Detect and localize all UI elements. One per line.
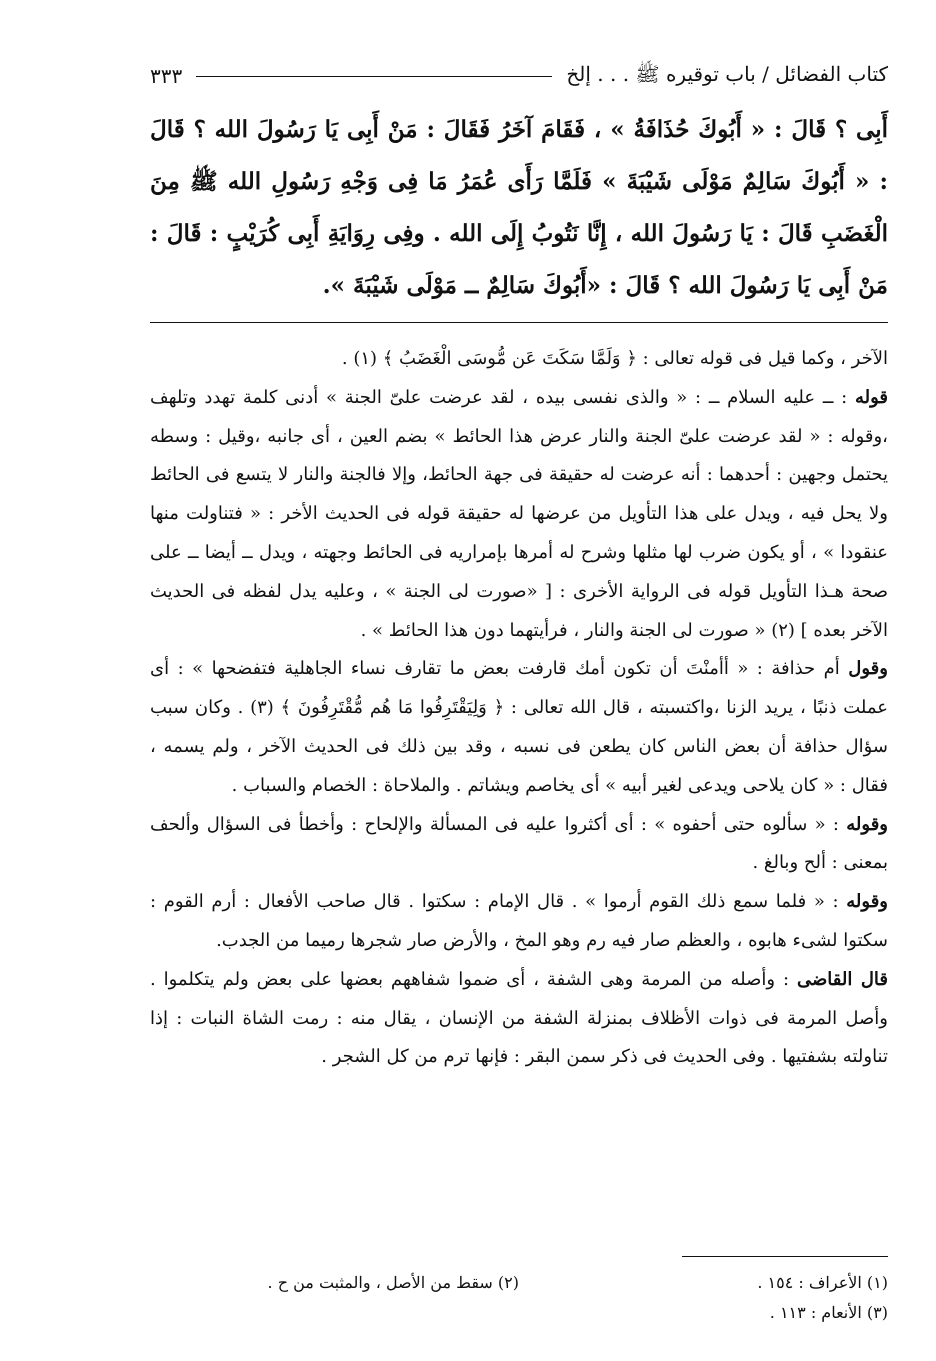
commentary [150, 340, 888, 1077]
commentary-paragraph [150, 806, 888, 884]
commentary-lead: وقوله [846, 813, 888, 835]
footnote-separator [682, 1256, 888, 1257]
header-title: كتاب الفضائل / باب توقيره ﷺ . . . إلخ [566, 61, 888, 86]
commentary-lead: وقول [848, 658, 888, 680]
commentary-lead: قوله [854, 386, 888, 408]
commentary-text: : وأصله من المرمة وهى الشفة ، أى ضموا شفاههم بعضها على بعض ولم يتكلموا . وأصل المرمة فى ذوات الأظلاف بمنزلة الشفة من الإنسان ، يقال منه : رمت الشاة النبات : إذا تناولته بشفتيها . وفى الحديث فى ذكر سمن البقر : فإنها ترم من كل الشجر . [150, 968, 888, 1068]
commentary-paragraph [150, 961, 888, 1077]
footnote-3: (٣) الأنعام : ١١٣ . [769, 1303, 888, 1322]
commentary-paragraph [150, 379, 888, 651]
commentary-paragraph [150, 883, 888, 961]
text-commentary-separator [150, 322, 888, 323]
commentary-lead: قال القاضى [797, 968, 888, 990]
footnote-row [150, 1268, 888, 1298]
running-header [150, 58, 888, 94]
commentary-paragraph [150, 650, 888, 805]
commentary-text: الآخر ، وكما قيل فى قوله تعالى : ﴿ وَلَمَّا سَكَتَ عَن مُّوسَى الْغَضَبُ ﴾ (١) . [341, 348, 888, 369]
hadith-text [150, 104, 888, 312]
footnote-2: (٢) سقط من الأصل ، والمثبت من ح . [267, 1273, 519, 1292]
commentary-lead: وقوله [846, 891, 888, 913]
commentary-text: : « فلما سمع ذلك القوم أرموا » . قال الإمام : سكتوا . قال صاحب الأفعال : أرم القوم : سكتوا لشىء هابوه ، والعظم صار فيه رم وهو المخ ، والأرض صار شجرها رميما من الجدب. [150, 891, 888, 951]
page-number: ٣٣٣ [150, 64, 183, 88]
footnote-row [150, 1298, 888, 1328]
footnotes [150, 1268, 888, 1328]
header-rule [196, 76, 552, 77]
commentary-text: : « سألوه حتى أحفوه » : أى أكثروا عليه فى المسألة والإلحاح : وأخطأ فى السؤال وألحف بمعنى : ألح وبالغ . [150, 813, 888, 874]
commentary-text: : ــ عليه السلام ــ : « والذى نفسى بيده ، لقد عرضت علىّ الجنة » أدنى كلمة تهدد وتلهف ،وقوله : « لقد عرضت علىّ الجنة والنار عرض هذا الحائط » بضم العين ، أى جانبه ،وقيل : وسطه يحتمل وجهين : أحدهما : أنه عرضت له حقيقة فى جهة الحائط، وإلا فالجنة والنار لا يتسع فى الحائط ولا يحل فيه ، ويدل على هذا التأويل من عرضها له حقيقة قوله فى الحديث الأخر : « فتناولت منها عنقودا » ، أو يكون ضرب لها مثلها وشرح له أمرها بإمراريه فى الحائط وجهته ، ويدل ــ أيضا ــ على صحة هـذا التأويل قوله فى الرواية الأخرى : [ «صورت لى الجنة » ، وعليه يدل لفظه فى الحديث الآخر بعده ] (٢) « صورت لى الجنة والنار ، فرأيتهما دون هذا الحائط » . [150, 386, 888, 641]
commentary-paragraph [150, 340, 888, 379]
footnote-1: (١) الأعراف : ١٥٤ . [757, 1273, 888, 1292]
commentary-text: أم حذافة : « أأمنْتَ أن تكون أمك قارفت بعض ما تقارف نساء الجاهلية فتفضحها » : أى عملت ذنبًا ، يريد الزنا ،واكتسبته ، قال الله تعالى : ﴿ وَلِيَقْتَرِفُوا مَا هُم مُّقْتَرِفُونَ ﴾ (٣) . وكان سبب سؤال حذافة أن بعض الناس كان يطعن فى نسبه ، وقد بين ذلك فى الحديث الآخر ، ولم يسمه ، فقال : « كان يلاحى ويدعى لغير أبيه » أى يخاصم ويشاتم . والملاحاة : الخصام والسباب . [150, 658, 889, 796]
hadith-paragraph: أَبِى ؟ قَالَ : « أَبُوكَ حُذَافَةُ » ، فَقَامَ آخَرُ فَقَالَ : مَنْ أَبِى يَا رَسُولَ الله ؟ قَالَ : « أَبُوكَ سَالِمٌ مَوْلَى شَيْبَةَ » فَلَمَّا رَأَى عُمَرُ مَا فِى وَجْهِ رَسُولِ الله ﷺ مِنَ الْغَضَبِ قَالَ : يَا رَسُولَ الله ، إِنَّا نَتُوبُ إِلَى الله . وفِى رِوَايَةِ أَبِى كُرَيْبٍ : قَالَ : مَنْ أَبِى يَا رَسُولَ الله ؟ قَالَ : «أَبُوكَ سَالِمٌ ــ مَوْلَى شَيْبَةَ ». [150, 116, 888, 299]
